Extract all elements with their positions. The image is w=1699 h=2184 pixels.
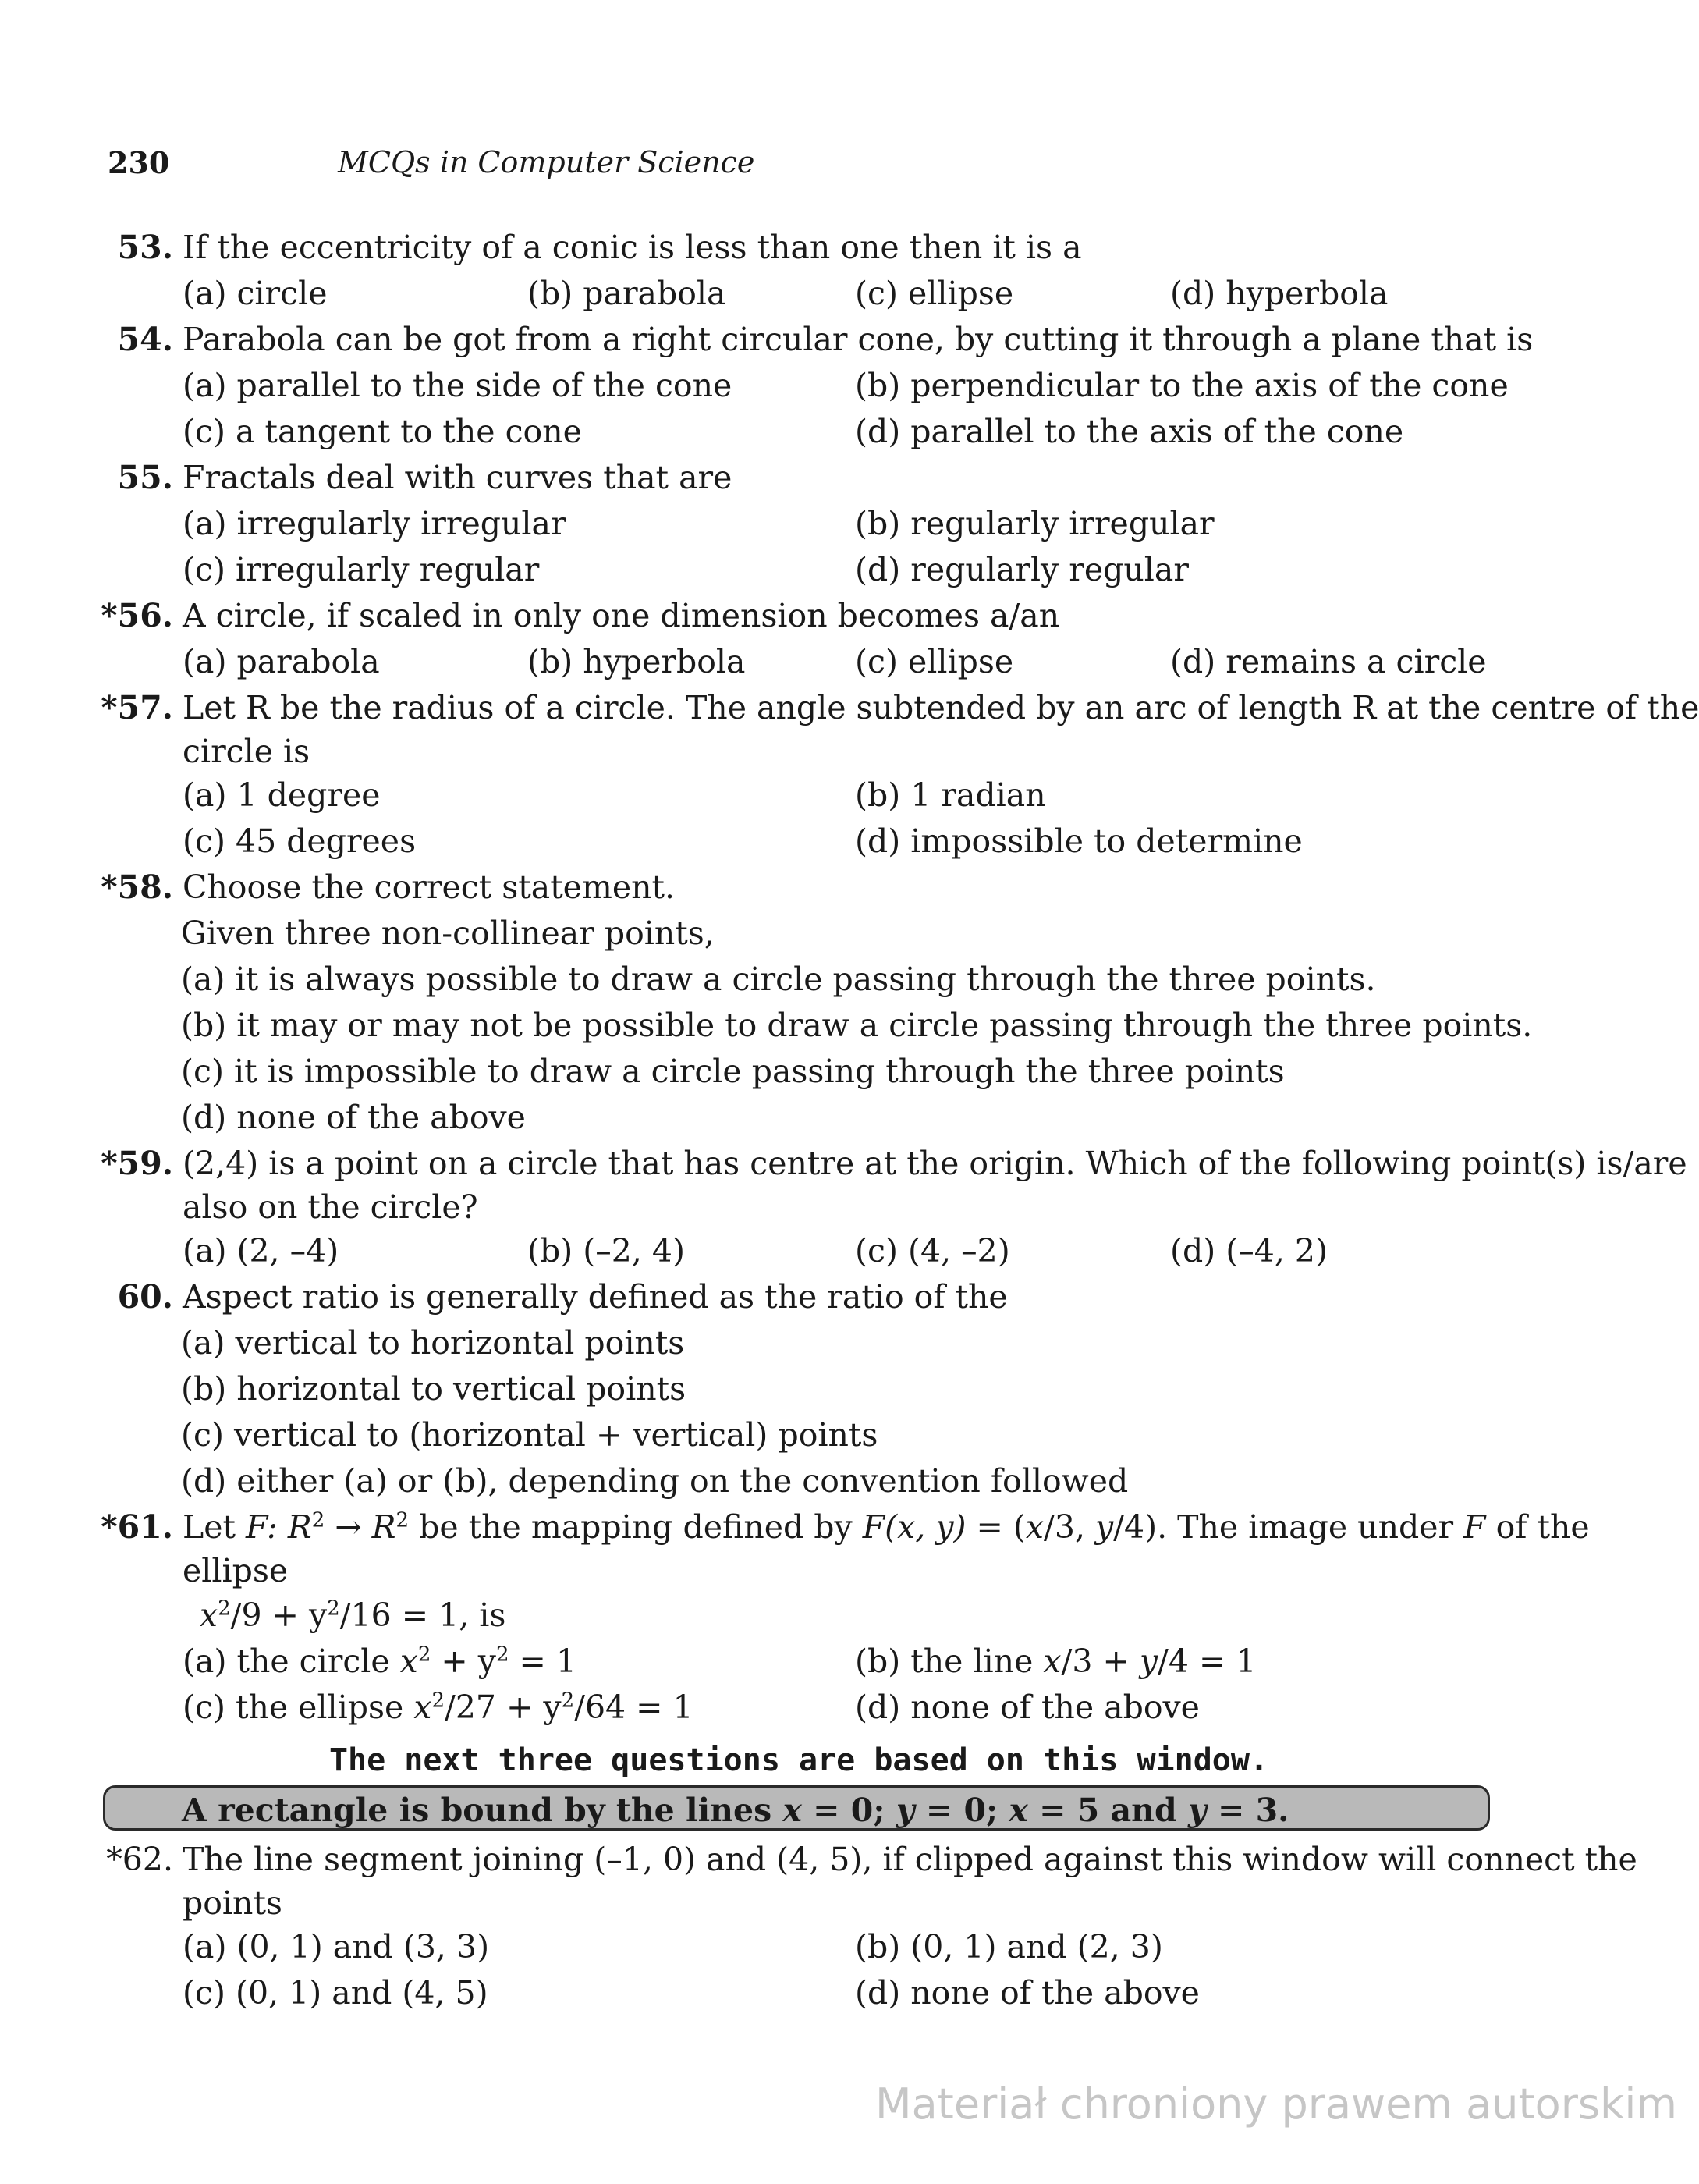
option-c: (c) a tangent to the cone <box>183 413 582 450</box>
question-text: Let R be the radius of a circle. The angle subtended by an arc of length R at the centre of the <box>183 689 1699 726</box>
question-number: *59. <box>101 1145 173 1182</box>
option-a: (a) the circle $x^2 + y^2 = 1$ <box>183 1642 577 1680</box>
option-b: (b) parabola <box>527 275 726 312</box>
question-number: 53. <box>117 229 173 266</box>
question-text: A circle, if scaled in only one dimension becomes a/an <box>183 597 1060 634</box>
question-text-continued: ellipse <box>183 1552 289 1589</box>
option-c: (c) ellipse <box>855 275 1014 312</box>
window-definition-box: A rectangle is bound by the lines x = 0; y = 0; x = 5 and y = 3. <box>103 1785 1490 1831</box>
option-a: (a) irregularly irregular <box>183 505 566 542</box>
option-b: (b) (0, 1) and (2, 3) <box>855 1928 1163 1966</box>
option-b: (b) horizontal to vertical points <box>181 1370 686 1408</box>
question-58 <box>0 865 1533 1141</box>
question-62 <box>0 1837 1637 2016</box>
question-number: *56. <box>101 597 173 634</box>
option-b: (b) hyperbola <box>527 643 746 680</box>
option-a: (a) parallel to the side of the cone <box>183 367 732 404</box>
option-a: (a) circle <box>183 275 328 312</box>
option-b: (b) regularly irregular <box>855 505 1215 542</box>
option-a: (a) (0, 1) and (3, 3) <box>183 1928 490 1966</box>
option-a: (a) it is always possible to draw a circle passing through the three points. <box>181 961 1376 998</box>
question-number: 55. <box>117 459 173 496</box>
option-b: (b) it may or may not be possible to draw a circle passing through the three points. <box>181 1007 1533 1044</box>
option-c: (c) 45 degrees <box>183 822 417 860</box>
ellipse-equation: $x^2/9 + y^2/16 = 1$, is <box>200 1596 506 1634</box>
option-a: (a) 1 degree <box>183 776 381 814</box>
question-text-continued: circle is <box>183 733 310 770</box>
option-c: (c) it is impossible to draw a circle passing through the three points <box>181 1053 1285 1090</box>
question-text: Aspect ratio is generally defined as the ratio of the <box>183 1278 1008 1316</box>
option-d: (d) parallel to the axis of the cone <box>855 413 1404 450</box>
question-60 <box>0 1274 1498 1504</box>
option-a: (a) (2, –4) <box>183 1232 339 1270</box>
option-c: (c) the ellipse $x^2/27 + y^2/64 = 1$ <box>183 1689 693 1726</box>
option-c: (c) (4, –2) <box>855 1232 1010 1270</box>
question-text: Let F: $R^2 \to R^2$ be the mapping defined by F(x, y) = (x/3, y/4). The image under F of the <box>183 1508 1590 1546</box>
copyright-watermark: Materiał chroniony prawem autorskim <box>875 2079 1677 2129</box>
page-number: 230 <box>108 145 170 180</box>
question-text: If the eccentricity of a conic is less than one then it is a <box>183 229 1082 266</box>
question-text-continued: points <box>183 1884 282 1922</box>
question-number: 54. <box>117 321 173 358</box>
question-59 <box>0 1141 1687 1274</box>
question-57 <box>0 685 1699 865</box>
section-heading: The next three questions are based on this window. <box>328 1742 1269 1778</box>
option-d: (d) regularly regular <box>855 551 1189 588</box>
option-d: (d) none of the above <box>855 1689 1200 1726</box>
option-c: (c) ellipse <box>855 643 1014 680</box>
running-title: MCQs in Computer Science <box>338 145 755 179</box>
question-text: Parabola can be got from a right circular cone, by cutting it through a plane that is <box>183 321 1534 358</box>
question-list <box>0 225 1699 2016</box>
question-text-continued: Given three non-collinear points, <box>181 914 715 952</box>
question-53 <box>0 225 1498 317</box>
question-number: *57. <box>101 689 173 726</box>
option-d: (d) hyperbola <box>1170 275 1389 312</box>
question-number: *61. <box>101 1508 173 1546</box>
question-text-continued: also on the circle? <box>183 1188 478 1226</box>
question-56 <box>0 593 1498 685</box>
option-c: (c) (0, 1) and (4, 5) <box>183 1974 488 2012</box>
question-text: Fractals deal with curves that are <box>183 459 732 496</box>
question-55 <box>0 455 1498 593</box>
option-d: (d) either (a) or (b), depending on the convention followed <box>181 1462 1129 1500</box>
option-b: (b) the line x/3 + y/4 = 1 <box>855 1642 1257 1680</box>
question-text: (2,4) is a point on a circle that has centre at the origin. Which of the following point(s) is/are <box>183 1145 1687 1182</box>
option-a: (a) parabola <box>183 643 380 680</box>
option-b: (b) 1 radian <box>855 776 1046 814</box>
question-number: *58. <box>101 868 173 906</box>
option-d: (d) impossible to determine <box>855 822 1303 860</box>
option-d: (d) none of the above <box>181 1099 526 1136</box>
option-c: (c) irregularly regular <box>183 551 540 588</box>
question-61 <box>0 1504 1590 1731</box>
question-54 <box>0 317 1534 455</box>
question-text: Choose the correct statement. <box>183 868 675 906</box>
option-b: (b) (–2, 4) <box>527 1232 685 1270</box>
question-text: The line segment joining (–1, 0) and (4, 5), if clipped against this window will connect the <box>183 1841 1637 1878</box>
page-header <box>108 145 1512 184</box>
option-c: (c) vertical to (horizontal + vertical) points <box>181 1416 878 1454</box>
option-d: (d) none of the above <box>855 1974 1200 2012</box>
option-d: (d) (–4, 2) <box>1170 1232 1328 1270</box>
question-number: 60. <box>117 1278 173 1316</box>
option-a: (a) vertical to horizontal points <box>181 1324 685 1362</box>
question-number: *62. <box>106 1841 173 1878</box>
option-b: (b) perpendicular to the axis of the cone <box>855 367 1509 404</box>
option-d: (d) remains a circle <box>1170 643 1487 680</box>
